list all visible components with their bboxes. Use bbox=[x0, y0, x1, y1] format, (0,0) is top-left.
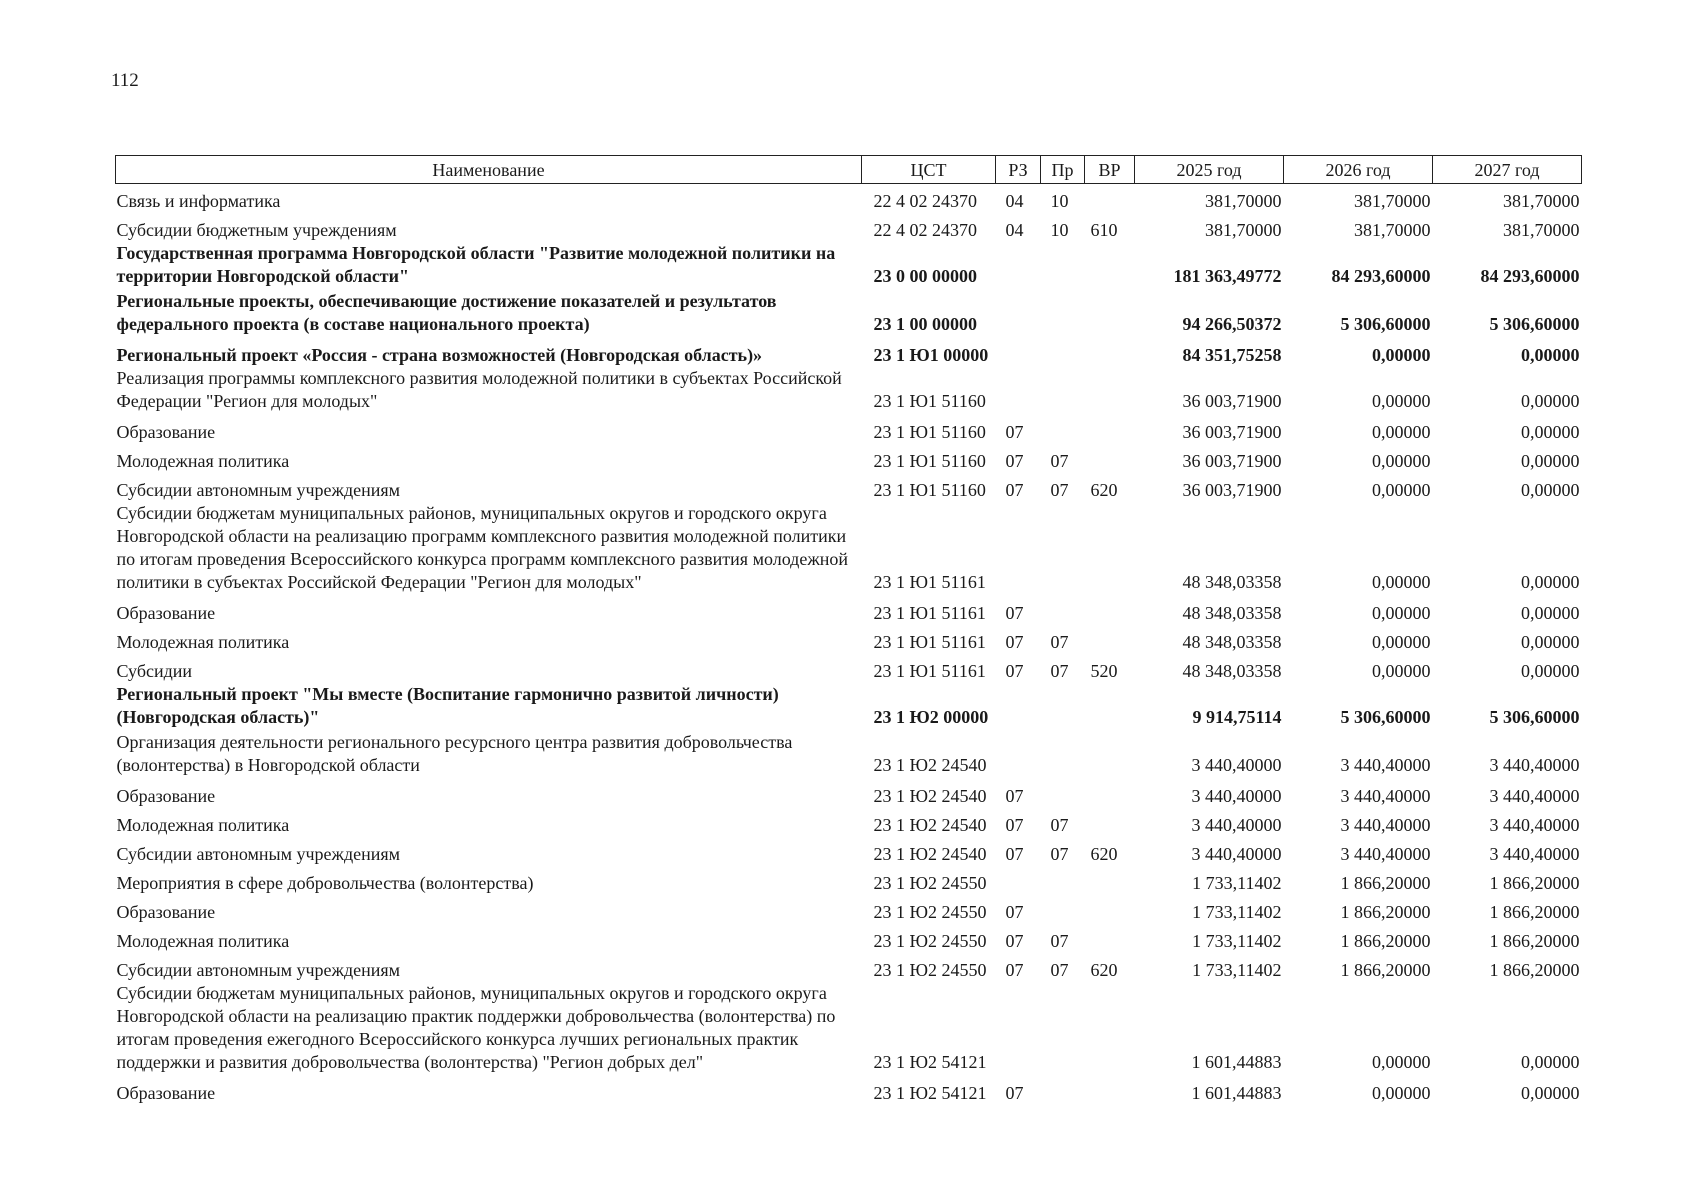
row-value-2025: 181 363,49772 bbox=[1173, 266, 1282, 286]
row-name: Субсидии бюджетам муниципальных районов, муниципальных округов и городского округа Новгородской области на реализацию практик поддержки добровольчества (волонтерства) по итогам проведения ежегодного Всероссийского конкурса лучших региональных практик поддержки и развития добровольчества (волонтерства) "Регион добрых дел" bbox=[116, 983, 836, 1072]
row-name: Субсидии бюджетным учреждениям bbox=[116, 220, 397, 240]
row-name: Молодежная политика bbox=[116, 815, 290, 835]
row-vr bbox=[1085, 338, 1135, 367]
row-name: Субсидии бюджетам муниципальных районов, муниципальных округов и городского округа Новгородской области на реализацию программ комплексного развития молодежной политики по итогам проведения Всероссийского конкурса программ комплексного развития молодежной политики в субъектах Российской Федерации "Регион для молодых" bbox=[116, 503, 849, 592]
row-value-2026: 0,00000 bbox=[1372, 1052, 1431, 1072]
row-name: Субсидии автономным учреждениям bbox=[116, 480, 401, 500]
row-name: Субсидии bbox=[116, 661, 193, 681]
table-row bbox=[116, 213, 1582, 242]
row-rz bbox=[996, 502, 1041, 596]
row-value-2026: 3 440,40000 bbox=[1340, 844, 1431, 864]
row-pr: 07 bbox=[1050, 960, 1069, 980]
row-vr bbox=[1085, 683, 1135, 731]
row-value-2026: 0,00000 bbox=[1372, 451, 1431, 471]
table-row bbox=[116, 184, 1582, 214]
row-rz bbox=[996, 982, 1041, 1076]
row-value-2025: 3 440,40000 bbox=[1191, 786, 1282, 806]
row-cst: 23 1 Ю2 24540 bbox=[873, 844, 987, 864]
header-name: Наименование bbox=[116, 156, 862, 184]
row-cst: 23 1 Ю1 51160 bbox=[873, 391, 986, 411]
row-value-2025: 36 003,71900 bbox=[1182, 391, 1282, 411]
row-value-2026: 3 440,40000 bbox=[1340, 815, 1431, 835]
row-cst: 23 1 Ю2 24540 bbox=[873, 786, 987, 806]
row-vr bbox=[1085, 866, 1135, 895]
table-row bbox=[116, 731, 1582, 779]
row-value-2025: 48 348,03358 bbox=[1182, 572, 1282, 592]
row-cst: 23 1 Ю2 54121 bbox=[873, 1052, 987, 1072]
row-pr bbox=[1041, 415, 1085, 444]
row-value-2026: 5 306,60000 bbox=[1340, 707, 1431, 727]
row-value-2027: 0,00000 bbox=[1521, 572, 1580, 592]
row-value-2025: 94 266,50372 bbox=[1182, 314, 1282, 334]
row-value-2025: 48 348,03358 bbox=[1182, 603, 1282, 623]
row-rz bbox=[996, 242, 1041, 290]
row-vr bbox=[1085, 596, 1135, 625]
row-rz: 07 bbox=[1005, 786, 1024, 806]
row-value-2027: 0,00000 bbox=[1521, 632, 1580, 652]
table-row bbox=[116, 683, 1582, 731]
row-cst: 23 1 00 00000 bbox=[873, 314, 977, 334]
row-value-2026: 84 293,60000 bbox=[1331, 266, 1431, 286]
row-value-2027: 3 440,40000 bbox=[1489, 755, 1580, 775]
row-name: Молодежная политика bbox=[116, 931, 290, 951]
page-number: 112 bbox=[111, 70, 139, 91]
row-value-2026: 0,00000 bbox=[1372, 661, 1431, 681]
row-rz: 07 bbox=[1005, 1083, 1024, 1103]
row-cst: 22 4 02 24370 bbox=[873, 220, 977, 240]
row-rz bbox=[996, 290, 1041, 338]
row-value-2026: 0,00000 bbox=[1372, 391, 1431, 411]
row-pr bbox=[1041, 895, 1085, 924]
row-value-2026: 381,70000 bbox=[1354, 220, 1431, 240]
row-value-2025: 84 351,75258 bbox=[1182, 345, 1282, 365]
row-value-2027: 5 306,60000 bbox=[1489, 707, 1580, 727]
row-value-2025: 1 733,11402 bbox=[1192, 902, 1282, 922]
row-value-2026: 3 440,40000 bbox=[1340, 755, 1431, 775]
row-value-2025: 1 601,44883 bbox=[1191, 1052, 1282, 1072]
table-row bbox=[116, 473, 1582, 502]
table-row bbox=[116, 1076, 1582, 1105]
row-rz bbox=[996, 683, 1041, 731]
table-row bbox=[116, 895, 1582, 924]
row-value-2025: 1 733,11402 bbox=[1192, 873, 1282, 893]
row-vr bbox=[1085, 367, 1135, 415]
row-rz bbox=[996, 731, 1041, 779]
row-value-2026: 1 866,20000 bbox=[1340, 931, 1431, 951]
table-row bbox=[116, 338, 1582, 367]
row-pr: 10 bbox=[1050, 191, 1069, 211]
row-cst: 23 1 Ю2 24540 bbox=[873, 815, 987, 835]
row-name: Организация деятельности регионального ресурсного центра развития добровольчества (волонтерства) в Новгородской области bbox=[116, 732, 793, 775]
row-cst: 23 1 Ю1 51161 bbox=[873, 632, 986, 652]
row-value-2027: 0,00000 bbox=[1521, 1083, 1580, 1103]
row-pr bbox=[1041, 502, 1085, 596]
table-row bbox=[116, 367, 1582, 415]
row-value-2025: 9 914,75114 bbox=[1192, 707, 1282, 727]
row-cst: 23 1 Ю2 24550 bbox=[873, 902, 987, 922]
row-rz: 07 bbox=[1005, 844, 1024, 864]
row-rz: 04 bbox=[1005, 220, 1024, 240]
table-row bbox=[116, 924, 1582, 953]
row-vr bbox=[1085, 242, 1135, 290]
row-cst: 23 1 Ю2 00000 bbox=[873, 707, 989, 727]
row-value-2026: 0,00000 bbox=[1372, 572, 1431, 592]
row-cst: 23 1 Ю1 51161 bbox=[873, 603, 986, 623]
row-value-2027: 1 866,20000 bbox=[1489, 902, 1580, 922]
row-value-2027: 381,70000 bbox=[1503, 220, 1580, 240]
row-vr: 610 bbox=[1090, 220, 1118, 240]
row-cst: 22 4 02 24370 bbox=[873, 191, 977, 211]
row-value-2027: 3 440,40000 bbox=[1489, 815, 1580, 835]
table-row bbox=[116, 654, 1582, 683]
row-pr: 07 bbox=[1050, 451, 1069, 471]
row-pr: 10 bbox=[1050, 220, 1069, 240]
row-value-2025: 1 733,11402 bbox=[1192, 960, 1282, 980]
row-name: Образование bbox=[116, 603, 216, 623]
row-vr bbox=[1085, 924, 1135, 953]
row-value-2026: 1 866,20000 bbox=[1340, 873, 1431, 893]
row-vr bbox=[1085, 184, 1135, 214]
row-pr: 07 bbox=[1050, 815, 1069, 835]
table-header bbox=[116, 156, 1582, 184]
row-value-2027: 1 866,20000 bbox=[1489, 873, 1580, 893]
row-vr: 620 bbox=[1090, 960, 1118, 980]
row-value-2027: 381,70000 bbox=[1503, 191, 1580, 211]
row-vr bbox=[1085, 444, 1135, 473]
row-pr bbox=[1041, 596, 1085, 625]
row-pr: 07 bbox=[1050, 661, 1069, 681]
row-pr bbox=[1041, 866, 1085, 895]
row-value-2026: 0,00000 bbox=[1372, 422, 1431, 442]
row-value-2025: 36 003,71900 bbox=[1182, 451, 1282, 471]
row-value-2025: 48 348,03358 bbox=[1182, 661, 1282, 681]
row-value-2027: 0,00000 bbox=[1521, 451, 1580, 471]
row-value-2027: 3 440,40000 bbox=[1489, 844, 1580, 864]
row-value-2027: 3 440,40000 bbox=[1489, 786, 1580, 806]
row-cst: 23 1 Ю1 51160 bbox=[873, 480, 986, 500]
row-vr bbox=[1085, 290, 1135, 338]
row-pr: 07 bbox=[1050, 931, 1069, 951]
row-value-2025: 3 440,40000 bbox=[1191, 844, 1282, 864]
row-name: Реализация программы комплексного развития молодежной политики в субъектах Российской Федерации "Регион для молодых" bbox=[116, 368, 842, 411]
row-cst: 23 1 Ю1 51161 bbox=[873, 572, 986, 592]
row-value-2025: 48 348,03358 bbox=[1182, 632, 1282, 652]
row-pr bbox=[1041, 367, 1085, 415]
row-pr bbox=[1041, 982, 1085, 1076]
row-value-2027: 0,00000 bbox=[1521, 603, 1580, 623]
row-vr bbox=[1085, 731, 1135, 779]
row-name: Региональный проект "Мы вместе (Воспитание гармонично развитой личности) (Новгородская область)" bbox=[116, 684, 779, 727]
row-vr bbox=[1085, 415, 1135, 444]
row-name: Субсидии автономным учреждениям bbox=[116, 844, 401, 864]
row-value-2027: 0,00000 bbox=[1521, 661, 1580, 681]
row-pr bbox=[1041, 1076, 1085, 1105]
row-name: Образование bbox=[116, 786, 216, 806]
row-value-2027: 5 306,60000 bbox=[1489, 314, 1580, 334]
row-cst: 23 1 Ю2 24550 bbox=[873, 931, 987, 951]
row-value-2025: 3 440,40000 bbox=[1191, 815, 1282, 835]
row-vr: 620 bbox=[1090, 480, 1118, 500]
row-pr: 07 bbox=[1050, 480, 1069, 500]
row-name: Образование bbox=[116, 902, 216, 922]
row-value-2026: 0,00000 bbox=[1372, 603, 1431, 623]
header-rz: РЗ bbox=[996, 156, 1041, 184]
row-cst: 23 1 Ю1 00000 bbox=[873, 345, 989, 365]
row-cst: 23 1 Ю2 24540 bbox=[873, 755, 987, 775]
row-name: Мероприятия в сфере добровольчества (волонтерства) bbox=[116, 873, 534, 893]
row-rz: 07 bbox=[1005, 480, 1024, 500]
row-value-2027: 0,00000 bbox=[1521, 1052, 1580, 1072]
row-pr: 07 bbox=[1050, 844, 1069, 864]
row-value-2025: 3 440,40000 bbox=[1191, 755, 1282, 775]
row-pr bbox=[1041, 683, 1085, 731]
row-value-2026: 3 440,40000 bbox=[1340, 786, 1431, 806]
row-rz: 07 bbox=[1005, 931, 1024, 951]
row-value-2027: 0,00000 bbox=[1521, 480, 1580, 500]
table-row bbox=[116, 290, 1582, 338]
table-row bbox=[116, 808, 1582, 837]
table-row bbox=[116, 779, 1582, 808]
header-pr: Пр bbox=[1041, 156, 1085, 184]
row-value-2025: 1 601,44883 bbox=[1191, 1083, 1282, 1103]
row-value-2027: 1 866,20000 bbox=[1489, 960, 1580, 980]
row-value-2026: 0,00000 bbox=[1372, 632, 1431, 652]
row-cst: 23 1 Ю2 24550 bbox=[873, 873, 987, 893]
row-pr bbox=[1041, 779, 1085, 808]
row-value-2025: 36 003,71900 bbox=[1182, 480, 1282, 500]
header-vr: ВР bbox=[1085, 156, 1135, 184]
header-2026: 2026 год bbox=[1284, 156, 1433, 184]
row-name: Связь и информатика bbox=[116, 191, 281, 211]
row-value-2027: 0,00000 bbox=[1521, 391, 1580, 411]
header-cst: ЦСТ bbox=[862, 156, 996, 184]
table-row bbox=[116, 982, 1582, 1076]
row-cst: 23 0 00 00000 bbox=[873, 266, 977, 286]
row-rz: 07 bbox=[1005, 815, 1024, 835]
row-value-2026: 5 306,60000 bbox=[1340, 314, 1431, 334]
row-pr bbox=[1041, 290, 1085, 338]
row-value-2026: 1 866,20000 bbox=[1340, 902, 1431, 922]
row-value-2027: 0,00000 bbox=[1521, 345, 1580, 365]
row-value-2026: 0,00000 bbox=[1372, 345, 1431, 365]
row-rz: 07 bbox=[1005, 902, 1024, 922]
row-rz: 07 bbox=[1005, 422, 1024, 442]
table-row bbox=[116, 596, 1582, 625]
row-rz: 07 bbox=[1005, 603, 1024, 623]
row-rz: 04 bbox=[1005, 191, 1024, 211]
row-name: Субсидии автономным учреждениям bbox=[116, 960, 401, 980]
row-cst: 23 1 Ю2 24550 bbox=[873, 960, 987, 980]
row-value-2027: 1 866,20000 bbox=[1489, 931, 1580, 951]
table-row bbox=[116, 502, 1582, 596]
row-name: Региональные проекты, обеспечивающие достижение показателей и результатов федерального проекта (в составе национального проекта) bbox=[116, 291, 777, 334]
row-vr bbox=[1085, 808, 1135, 837]
row-name: Молодежная политика bbox=[116, 632, 290, 652]
row-pr: 07 bbox=[1050, 632, 1069, 652]
row-value-2025: 381,70000 bbox=[1205, 220, 1282, 240]
row-vr bbox=[1085, 895, 1135, 924]
row-value-2025: 36 003,71900 bbox=[1182, 422, 1282, 442]
row-vr bbox=[1085, 982, 1135, 1076]
row-rz bbox=[996, 367, 1041, 415]
row-pr bbox=[1041, 338, 1085, 367]
row-pr bbox=[1041, 242, 1085, 290]
row-rz: 07 bbox=[1005, 960, 1024, 980]
row-name: Молодежная политика bbox=[116, 451, 290, 471]
row-vr: 620 bbox=[1090, 844, 1118, 864]
row-value-2026: 0,00000 bbox=[1372, 480, 1431, 500]
row-rz: 07 bbox=[1005, 451, 1024, 471]
row-vr bbox=[1085, 625, 1135, 654]
row-cst: 23 1 Ю2 54121 bbox=[873, 1083, 987, 1103]
table-row bbox=[116, 242, 1582, 290]
row-value-2026: 381,70000 bbox=[1354, 191, 1431, 211]
row-cst: 23 1 Ю1 51161 bbox=[873, 661, 986, 681]
table-row bbox=[116, 837, 1582, 866]
table-row bbox=[116, 415, 1582, 444]
row-name: Образование bbox=[116, 1083, 216, 1103]
row-vr: 520 bbox=[1090, 661, 1118, 681]
row-value-2027: 0,00000 bbox=[1521, 422, 1580, 442]
row-value-2027: 84 293,60000 bbox=[1480, 266, 1580, 286]
row-value-2026: 0,00000 bbox=[1372, 1083, 1431, 1103]
table-row bbox=[116, 444, 1582, 473]
table-body bbox=[116, 184, 1582, 1106]
table-row bbox=[116, 625, 1582, 654]
row-vr bbox=[1085, 1076, 1135, 1105]
row-vr bbox=[1085, 779, 1135, 808]
row-vr bbox=[1085, 502, 1135, 596]
row-name: Образование bbox=[116, 422, 216, 442]
header-2027: 2027 год bbox=[1433, 156, 1582, 184]
row-rz bbox=[996, 338, 1041, 367]
row-value-2025: 1 733,11402 bbox=[1192, 931, 1282, 951]
row-name: Государственная программа Новгородской области "Развитие молодежной политики на территории Новгородской области" bbox=[116, 243, 836, 286]
table-row bbox=[116, 953, 1582, 982]
row-cst: 23 1 Ю1 51160 bbox=[873, 451, 986, 471]
row-rz: 07 bbox=[1005, 661, 1024, 681]
row-value-2026: 1 866,20000 bbox=[1340, 960, 1431, 980]
budget-table bbox=[115, 155, 1582, 1105]
row-cst: 23 1 Ю1 51160 bbox=[873, 422, 986, 442]
header-2025: 2025 год bbox=[1135, 156, 1284, 184]
table-row bbox=[116, 866, 1582, 895]
row-rz: 07 bbox=[1005, 632, 1024, 652]
row-pr bbox=[1041, 731, 1085, 779]
row-value-2025: 381,70000 bbox=[1205, 191, 1282, 211]
row-rz bbox=[996, 866, 1041, 895]
row-name: Региональный проект «Россия - страна возможностей (Новгородская область)» bbox=[116, 345, 763, 365]
